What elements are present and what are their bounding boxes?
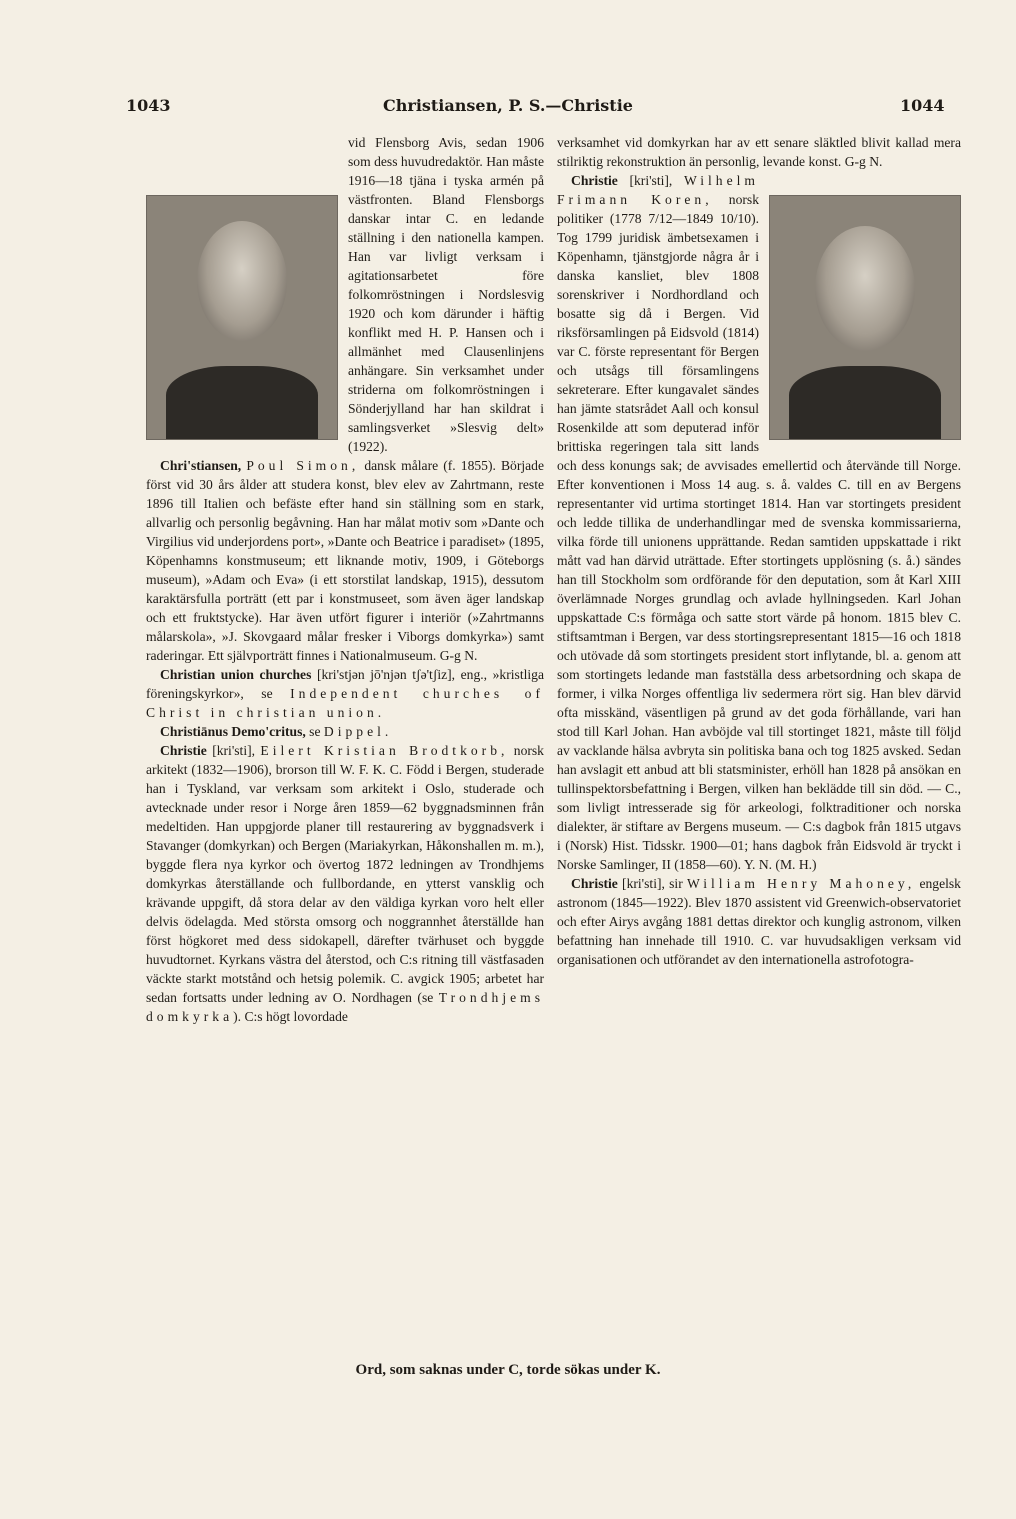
- running-title: Christiansen, P. S.—Christie: [383, 96, 633, 115]
- entry-headword: Christie: [571, 173, 618, 188]
- page-number-left: 1043: [126, 96, 171, 115]
- entry-christian-union-churches: [146, 665, 544, 722]
- entry-body: norsk arkitekt (1832—1906), brorson till W. F. K. C. Född i Bergen, studerade han i Tyskland, var verksam som arkitekt i Oslo, studerade och avtecknade under resor i Norge åren 1859—62 byggnadsminnen från medeltiden. Han uppgjorde planer till restaurering av byggnadsverk i Stavanger (domkyrkan) och Bergen (Mariakyrkan, Håkonshallen m. m.), byggde flera nya kyrkor och övertog 1872 ledningen av Trondhjems domkyrkas återställande och fullbordande, en ytterst vansklig och krävande uppgift, då stora delar av den väldiga kyrkan voro helt eller delvis ödelagda. Med största omsorg och noggrannhet återställde han först högkoret med dess sidokapell, därefter tvärhuset och byggde huvudtornet. Kyrkans västra del återstod, och C:s ritning till västfasaden väckte starkt motstånd och hetsig polemik. C. avgick 1905; arbetet har sedan fortsatts under ledning av O. Nordhagen (se: [146, 743, 544, 1005]
- entry-christie-william: [557, 874, 961, 969]
- portrait-christiansen: [146, 195, 338, 440]
- entry-body: dansk målare (f. 1855). Började först vid 30 års ålder att studera konst, blev elev av Zahrtmann, reste 1896 till Italien och befäste efter hand sin ställning som en stark, allvarlig och personlig begåvning. Han har målat motiv som »Dante och Virgilius vid underjordens port», »Dante och Beatrice i paradiset» (1895, Köpenhamns konstmuseum; ett liknande motiv, 1909, i Göteborgs museum), »Adam och Eva» (i ett storstilat landskap, 1915), dessutom karaktärsfulla porträtt (ett par i konstmuseet, som även äger landskap och ett fruktstycke). Har även utfört figurer i interiör (»Zahrtmanns målarskola», »J. Skovgaard målar fresker i Viborgs domkyrka») samt raderingar. Ett självporträtt finnes i Nationalmuseum. G-g N.: [146, 458, 545, 663]
- entry-fullname: William Henry Mahoney,: [686, 876, 916, 891]
- entry-body: [kri'stjən jō'njən tʃə'tʃiz], eng., »kristliga föreningskyrkor», se: [146, 667, 544, 701]
- entry-body: [kri'sti],: [617, 173, 684, 188]
- entry-body: norsk politiker (1778 7/12—1849 10/10). Tog 1799 juridisk ämbetsexamen i Köpenhamn, tjänstgjorde några år i danska kansliet, blev 1808 sorenskriver i Nordhordland och bosatte sig då i Bergen. Vid riksförsamlingen på Eidsvold (1814) var C. förste representant för Bergen och utsågs till församlingens sekreterare. Efter kungavalet sändes han jämte statsrådet Aall och konsul Rosenkilde att som deputerad inför brittiska regeringen tala sitt lands och dess konungs sak; de avvisades emellertid och återvände till Norge. Efter konventionen i Moss 14 aug. s. å. valdes C. till en av Bergens representanter vid urtima stortinget 1814. Han var stortingets president och ledde tillika de underhandlingar med de svenska kommissarierna, vilka förde till unionens upprättande. Redan samtiden uppskattade i rikt mått vad han därvid uträttade. Efter stortingets upplösning (s. å.) sändes han till Stockholm som ordförande för den deputation, som åt Karl XIII överlämnade Norges grundlag och avlade hyllningseden. Karl Johan uppskattade C:s förmåga och satte stort värde på honom. 1815 blev C. stiftsamtman i Bergen, var dess stortingsrepresentant 1815—16 och 1818 och utövade då som stortingets president stort inflytande, bl. a. genom att som stortingets ledande man fastställa dess arbetsordning och skapa de former, i vilka Norges offentliga liv sedermera rört sig. Han blev därvid ofta misskänd, väsentligen på grund av det goda förhållande, vari han stod till Karl Johan. Han avböjde val till stortinget 1821, måste till följd av vacklande hälsa avbryta sin politiska bana och tog 1825 avsked. Sedan han avslagit ett anbud att bli statsminister, erhöll han 1828 på ansökan en tullinspektorsbefattning i Bergen, vilken han beklädde till sin död. — C., som livligt intresserade sig för arkeologi, folktraditioner och norska dialekter, är stiftare av Bergens museum. — C:s dagbok från 1815 utgavs i (Norsk) Hist. Tidsskr. 1900—01; hans dagbok från Eidsvold är tryckt i Norske Samlinger, II (1858—60). Y. N. (M. H.): [557, 192, 961, 872]
- entry-body: se: [305, 724, 324, 739]
- entry-fullname: Poul Simon,: [246, 458, 360, 473]
- cross-reference: Dippel.: [323, 724, 393, 739]
- entry-body: engelsk astronom (1845—1922). Blev 1870 assistent vid Greenwich-observatoriet och efter Airys avgång 1881 dettas direktor och kunglig astronom, vilken befattning han innehade till 1910. C. var huvudsakligen verksam vid organisationen och utförandet av den internationella astrofotogra-: [557, 876, 961, 967]
- entry-body: [kri'sti], sir: [617, 876, 687, 891]
- portrait-christie-wilhelm: [769, 195, 961, 440]
- entry-christie-wilhelm: [557, 171, 961, 874]
- entry-body: ). C:s högt lovordade: [233, 1009, 348, 1024]
- page-number-right: 1044: [900, 96, 945, 115]
- entry-headword: Christie: [160, 743, 207, 758]
- entry-headword: Chri'stiansen,: [160, 458, 242, 473]
- entry-fullname: Eilert Kristian Brodtkorb,: [260, 743, 509, 758]
- entry-body: [kri'sti],: [206, 743, 261, 758]
- entry-headword: Christie: [571, 876, 618, 891]
- entry-headword: Christiānus Demo'critus,: [160, 724, 306, 739]
- entry-headword: Christian union churches: [160, 667, 312, 682]
- cross-reference: Independent churches of Christ in christian union.: [146, 686, 544, 720]
- cross-reference: Trondhjems domkyrka: [146, 990, 544, 1024]
- entry-christie-eilert: [146, 741, 544, 1026]
- right-column: [557, 133, 961, 969]
- page-footer-note: Ord, som saknas under C, torde sökas under K.: [355, 1362, 661, 1378]
- entry-continuation: vid Flensborg Avis, sedan 1906 som dess huvudredaktör. Han måste 1916—18 tjäna i tyska armén på västfronten. Bland Flensborgs danskar intar C. en ledande ställning i den nationella kampen. Han var livligt verksam i agitationsarbetet före folkomröstningen i Nordslesvig 1920 och kom därunder i häftig konflikt med H. P. Hansen och i allmänhet med Clausenlinjens anhängare. Sin verksamhet under striderna om folkomröstningen i Sönderjylland har han skildrat i samlingsverket »Slesvig delt» (1922).: [348, 135, 544, 454]
- left-column: [146, 133, 544, 1026]
- entry-continuation: verksamhet vid domkyrkan har av ett senare släktled blivit kallad mera stilriktig rekonstruktion än personlig, levande konst. G-g N.: [557, 135, 961, 169]
- entry-christianus-democritus: [146, 722, 544, 741]
- entry-christiansen-poul-simon: [146, 456, 544, 665]
- entry-fullname: Wilhelm Frimann Koren,: [557, 173, 759, 207]
